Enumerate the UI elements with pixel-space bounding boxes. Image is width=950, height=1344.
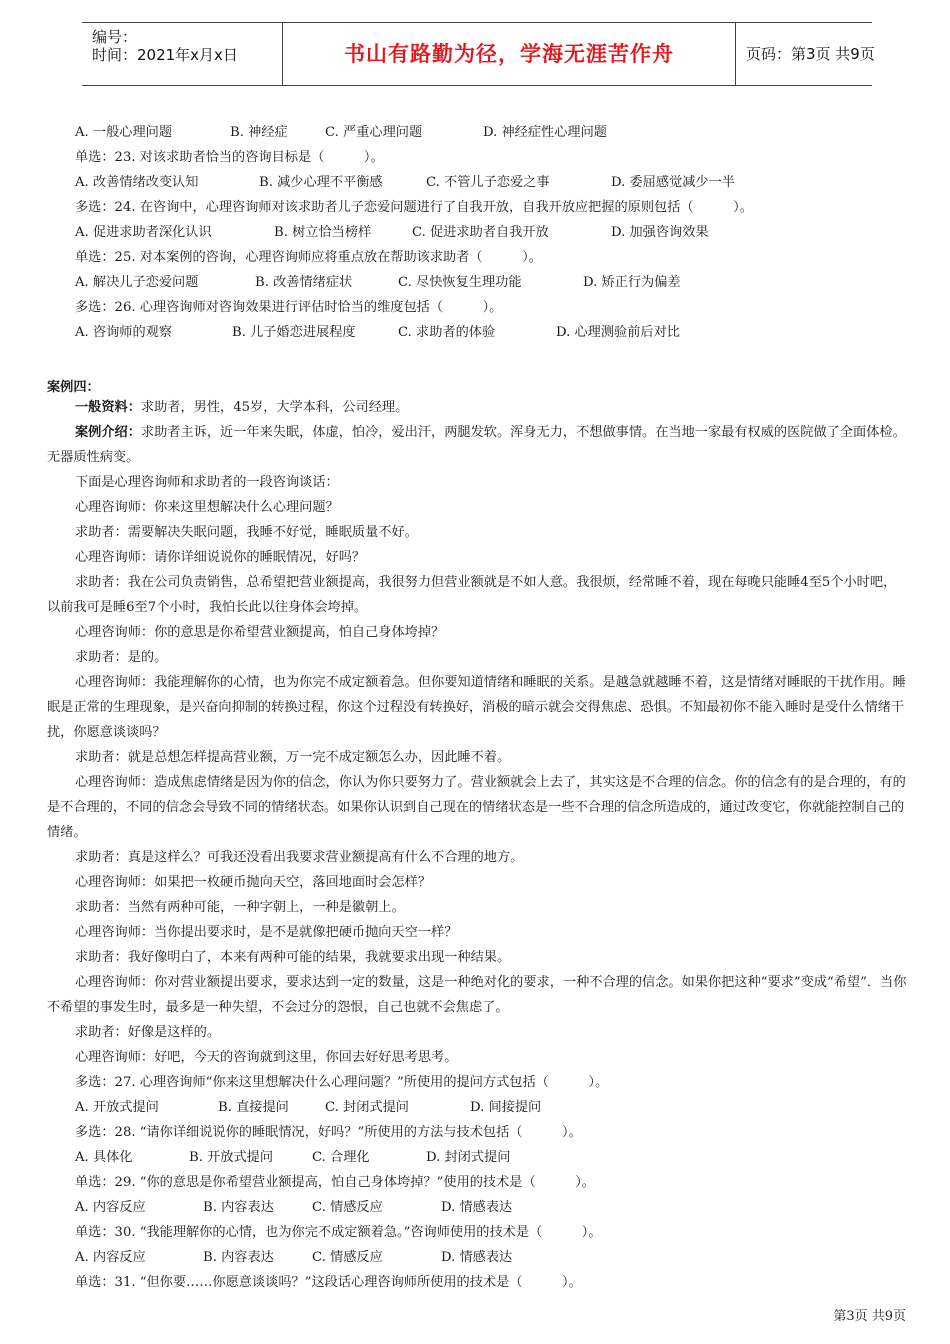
dialogue-line: 心理咨询师：造成焦虑情绪是因为你的信念，你认为你只要努力了。营业额就会上去了，其实这是不合理的信念。你的信念有的是合理的，有的是不合理的，不同的信念会导致不同的情绪状态。如果你认识到自己现在的情绪状态是一些不合理的信念所造成的，通过改变它，你就能控制自己的情绪。 (47, 775, 906, 840)
general-info-text: 求助者，男性，45岁，大学本科，公司经理。 (140, 400, 409, 415)
page-footer: 第3页 共9页 (833, 1309, 906, 1324)
dialogue-line: 求助者：需要解决失眠问题，我睡不好觉，睡眠质量不好。 (75, 525, 418, 540)
dialogue-line: 求助者：我在公司负责销售，总希望把营业额提高，我很努力但营业额就是不如人意。我很烦，经常睡不着，现在每晚只能睡4至5个小时吧，以前我可是睡6至7个小时，我怕长此以往身体会垮掉。 (47, 575, 897, 615)
option: B. 儿子婚恋进展程度 (232, 325, 356, 340)
question-stem: 单选：23. 对该求助者恰当的咨询目标是（ ）。 (75, 150, 384, 165)
question-stem: 单选：29. “你的意思是你希望营业额提高，怕自己身体垮掉？”使用的技术是（ ）。 (75, 1175, 595, 1190)
option: C. 严重心理问题 (325, 125, 423, 140)
dialogue-line: 求助者：当然有两种可能，一种字朝上，一种是徽朝上。 (75, 900, 405, 915)
question-stem: 多选：26. 心理咨询师对咨询效果进行评估时恰当的维度包括（ ）。 (75, 300, 503, 315)
dialogue-line: 心理咨询师：你对营业额提出要求，要求达到一定的数量，这是一种绝对化的要求，一种不合理的信念。如果你把这种“要求”变成“希望”．当你不希望的事发生时，最多是一种失望，不会过分的怨恨，自己也就不会焦虑了。 (47, 975, 907, 1015)
option: A. 一般心理问题 (75, 125, 173, 140)
dialogue-line: 心理咨询师：我能理解你的心情，也为你完不成定额着急。但你要知道情绪和睡眠的关系。是越急就越睡不着，这是情绪对睡眠的干扰作用。睡眠是正常的生理现象，是兴奋向抑制的转换过程，你这个过程没有转换好，消极的暗示就会交得焦虑、恐惧。不知最初你不能入睡时是受什么情绪干扰，你愿意谈谈吗？ (47, 675, 906, 740)
option: B. 开放式提问 (189, 1150, 274, 1165)
number-label: 编号： (92, 28, 138, 46)
option: B. 直接提问 (218, 1100, 289, 1115)
dialogue-intro: 下面是心理咨询师和求助者的一段咨询谈话： (75, 475, 339, 490)
option: A. 内容反应 (75, 1250, 146, 1265)
general-info-label: 一般资料： (75, 400, 141, 415)
option: A. 解决儿子恋爱问题 (75, 275, 199, 290)
option: B. 神经症 (230, 125, 288, 140)
question-stem: 多选：28. “请你详细说说你的睡眠情况，好吗？”所使用的方法与技术包括（ ）。 (75, 1125, 582, 1140)
option: C. 求助者的体验 (398, 325, 496, 340)
case-title: 案例四： (47, 380, 100, 395)
option: A. 内容反应 (75, 1200, 146, 1215)
case-intro (47, 420, 907, 470)
option: A. 具体化 (75, 1150, 133, 1165)
motto: 书山有路勤为径，学海无涯苦作舟 (344, 42, 674, 66)
option: A. 开放式提问 (75, 1100, 159, 1115)
option: B. 内容表达 (203, 1200, 274, 1215)
dialogue-line: 求助者：真是这样么？可我还没看出我要求营业额提高有什么不合理的地方。 (75, 850, 524, 865)
option: A. 促进求助者深化认识 (75, 225, 212, 240)
option: D. 间接提问 (470, 1100, 542, 1115)
option: C. 情感反应 (312, 1200, 383, 1215)
header-page-cell (734, 23, 875, 85)
option: B. 减少心理不平衡感 (259, 175, 383, 190)
dialogue-line: 心理咨询师：请你详细说说你的睡眠情况，好吗？ (75, 550, 366, 565)
option: D. 情感表达 (441, 1200, 513, 1215)
option: D. 矫正行为偏差 (583, 275, 681, 290)
general-info (75, 399, 408, 417)
dialogue-line: 求助者：好像是这样的。 (75, 1025, 221, 1040)
option: D. 加强咨询效果 (611, 225, 709, 240)
option: B. 内容表达 (203, 1250, 274, 1265)
option: C. 不管儿子恋爱之事 (426, 175, 550, 190)
option: A. 改善情绪改变认知 (75, 175, 199, 190)
option: D. 委屈感觉减少一半 (611, 175, 735, 190)
question-stem: 多选：24. 在咨询中，心理咨询师对该求助者儿子恋爱问题进行了自我开放，自我开放应把握的原则包括（ ）。 (75, 200, 753, 215)
question-stem: 单选：31. “但你要……你愿意谈谈吗？”这段话心理咨询师所使用的技术是（ ）。 (75, 1275, 582, 1290)
dialogue-line: 求助者：是的。 (75, 650, 168, 665)
header-meta-cell (82, 23, 282, 85)
time-label: 时间：2021年x月x日 (92, 46, 238, 64)
case-intro-text: 求助者主诉，近一年来失眠，体虚，怕冷，爱出汗，两腿发软。浑身无力，不想做事情。在当地一家最有权威的医院做了全面体检。无器质性病变。 (47, 425, 906, 465)
option: C. 尽快恢复生理功能 (398, 275, 522, 290)
option: D. 神经症性心理问题 (483, 125, 607, 140)
option: C. 封闭式提问 (325, 1100, 409, 1115)
question-stem: 单选：25. 对本案例的咨询，心理咨询师应将重点放在帮助该求助者（ ）。 (75, 250, 542, 265)
question-stem: 单选：30. “我能理解你的心情，也为你完不成定额着急。”咨询师使用的技术是（ ）。 (75, 1225, 602, 1240)
document-header (82, 22, 875, 86)
option: D. 封闭式提问 (426, 1150, 511, 1165)
dialogue-line: 心理咨询师：你的意思是你希望营业额提高，怕自己身体垮掉？ (75, 625, 445, 640)
option: A. 咨询师的观察 (75, 325, 173, 340)
dialogue-line: 心理咨询师：好吧，今天的咨询就到这里，你回去好好思考思考。 (75, 1050, 458, 1065)
dialogue-line: 求助者：就是总想怎样提高营业额，万一完不成定额怎么办，因此睡不着。 (75, 750, 511, 765)
dialogue-line: 求助者：我好像明白了，本来有两种可能的结果，我就要求出现一种结果。 (75, 950, 511, 965)
dialogue-line: 心理咨询师：当你提出要求时，是不是就像把硬币抛向天空一样？ (75, 925, 458, 940)
header-motto-cell (282, 23, 736, 85)
dialogue-line: 心理咨询师：你来这里想解决什么心理问题？ (75, 500, 339, 515)
option: D. 情感表达 (441, 1250, 513, 1265)
case-intro-label: 案例介绍： (75, 425, 141, 440)
option: C. 合理化 (312, 1150, 370, 1165)
option: B. 改善情绪症状 (255, 275, 353, 290)
option: C. 促进求助者自我开放 (412, 225, 549, 240)
question-stem: 多选：27. 心理咨询师“你来这里想解决什么心理问题？”所使用的提问方式包括（ ）。 (75, 1075, 609, 1090)
option: B. 树立恰当榜样 (274, 225, 372, 240)
page-label: 页码：第3页 共9页 (746, 45, 875, 63)
option: C. 情感反应 (312, 1250, 383, 1265)
option: D. 心理测验前后对比 (556, 325, 680, 340)
dialogue-line: 心理咨询师：如果把一枚硬币抛向天空，落回地面时会怎样？ (75, 875, 432, 890)
